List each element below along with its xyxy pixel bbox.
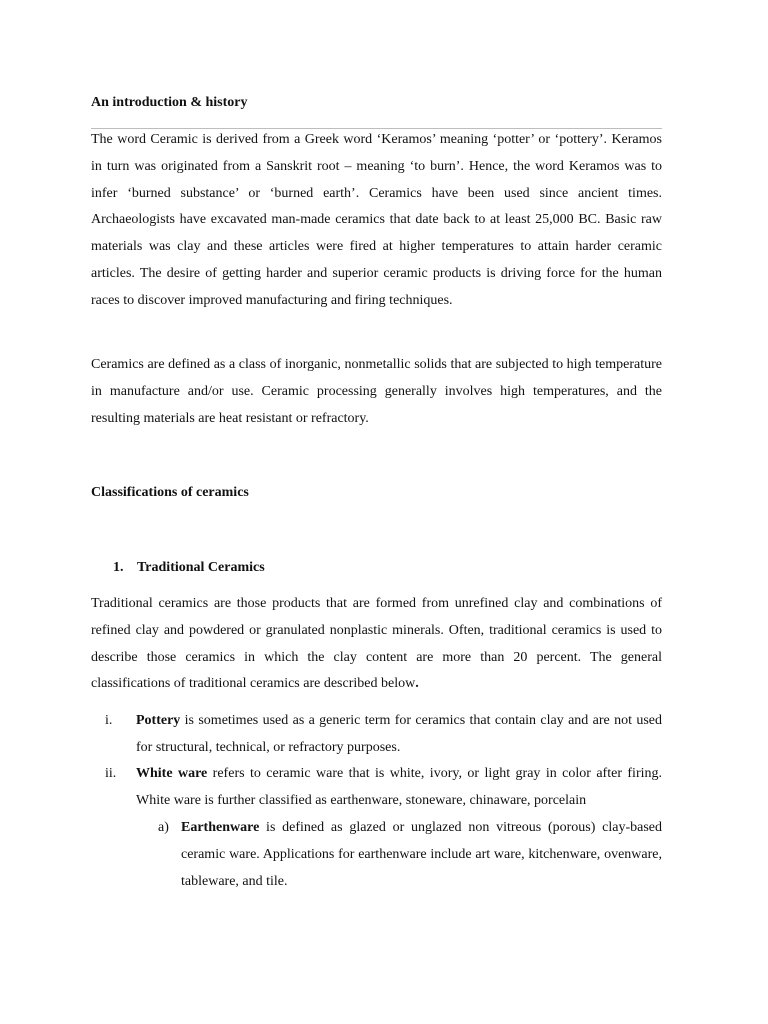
- list-term: White ware: [136, 766, 208, 781]
- list-term: Earthenware: [181, 820, 260, 835]
- paragraph-ceramic-definition: Ceramics are defined as a class of inorganic, nonmetallic solids that are subjected to high temperature in manufacture and/or use. Ceramic processing generally involves high temperatures, and the resulting materials are heat resistant or refractory.: [91, 357, 662, 426]
- list-subitem-earthenware: [158, 815, 662, 895]
- list-text: is sometimes used as a generic term for ceramics that contain clay and are not used for structural, technical, or refractory purposes.: [136, 713, 662, 755]
- subheading-traditional-ceramics: [113, 559, 265, 577]
- list-item-pottery: [105, 708, 662, 762]
- subheading-number: 1.: [113, 560, 124, 575]
- list-term: Pottery: [136, 713, 181, 728]
- list-marker: i.: [105, 713, 113, 728]
- paragraph-traditional-ceramics: [91, 591, 662, 698]
- list-marker: ii.: [105, 766, 117, 781]
- section-heading-introduction: An introduction & history: [91, 95, 248, 110]
- paragraph-ceramic-origin: The word Ceramic is derived from a Greek word ‘Keramos’ meaning ‘potter’ or ‘pottery’. Keramos in turn was originated from a Sanskrit root – meaning ‘to burn’. Hence, the word Keramos was to infer ‘burned substance’ or ‘burned earth’. Ceramics have been used since ancient times. Archaeologists have excavated man-made ceramics that date back to at least 25,000 BC. Basic raw materials was clay and these articles were fired at higher temperatures to attain harder ceramic articles. The desire of getting harder and superior ceramic products is driving force for the human races to discover improved manufacturing and firing techniques.: [91, 132, 662, 308]
- list-text: is defined as glazed or unglazed non vitreous (porous) clay-based ceramic ware. Applications for earthenware include art ware, kitchenware, ovenware, tableware, and tile.: [181, 820, 662, 889]
- subheading-text: Traditional Ceramics: [137, 560, 265, 575]
- list-marker: a): [158, 820, 169, 835]
- section-heading-classifications: Classifications of ceramics: [91, 485, 249, 500]
- list-item-white-ware: [105, 761, 662, 815]
- list-text: refers to ceramic ware that is white, ivory, or light gray in color after firing. White ware is further classified as earthenware, stoneware, chinaware, porcelain: [136, 766, 662, 808]
- paragraph-period: .: [415, 676, 419, 692]
- paragraph-text: Traditional ceramics are those products that are formed from unrefined clay and combinations of refined clay and powdered or granulated nonplastic minerals. Often, traditional ceramics is used to describe those ceramics in which the clay content are more than 20 percent. The general classifications of traditional ceramics are described below: [91, 596, 662, 692]
